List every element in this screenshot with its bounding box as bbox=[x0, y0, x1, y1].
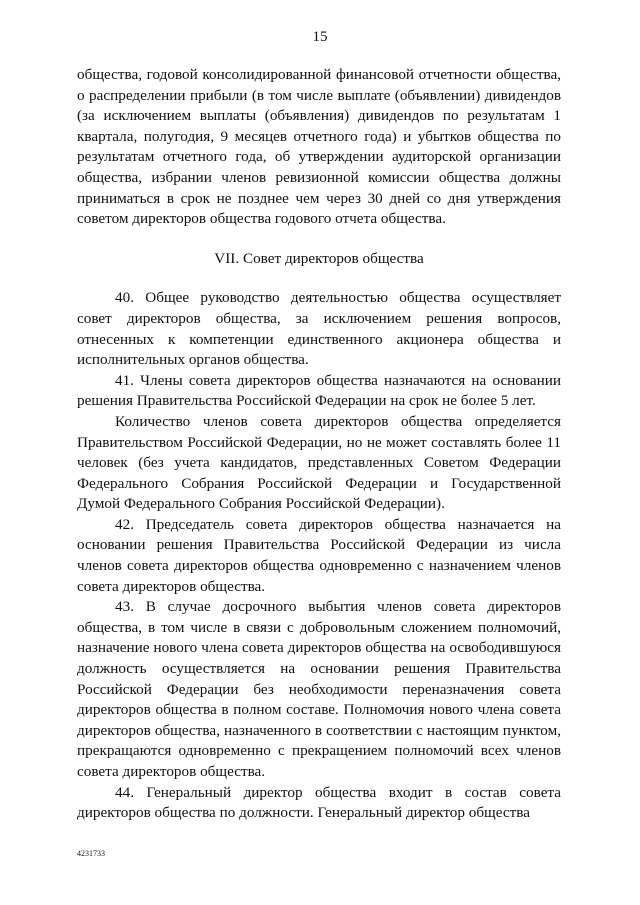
page-number: 15 bbox=[312, 29, 328, 45]
document-body bbox=[77, 65, 561, 824]
paragraph-40: 40. Общее руководство деятельностью общества осуществляет совет директоров общества, за исключением решения вопросов, отнесенных к компетенции единственного акционера общества и исполнительных органов общества. bbox=[77, 289, 561, 369]
paragraph-42: 42. Председатель совета директоров общества назначается на основании решения Правительства Российской Федерации из числа членов совета директоров общества одновременно с назначением членов совета директоров общества. bbox=[77, 515, 561, 595]
document-code: 4231733 bbox=[77, 849, 105, 858]
paragraph-intro: общества, годовой консолидированной финансовой отчетности общества, о распределении прибыли (в том числе выплате (объявлении) дивидендов (за исключением выплаты (объявления) дивидендов по результатам 1 квартала, полугодия, 9 месяцев отчетного года) и убытков общества по результатам отчетного года, об утверждении аудиторской организации общества, избрании членов ревизионной комиссии общества должны приниматься в срок не позднее чем через 30 дней со дня утверждения советом директоров общества годового отчета общества. bbox=[77, 66, 561, 228]
paragraph-43: 43. В случае досрочного выбытия членов совета директоров общества, в том числе в связи с добровольным сложением полномочий, назначение нового члена совета директоров общества на освободившуюся должность осуществляется на основании решения Правительства Российской Федерации без необходимости переназначения совета директоров общества в полном составе. Полномочия нового члена совета директоров общества, назначенного в соответствии с настоящим пунктом, прекращаются одновременно с прекращением полномочий всех членов совета директоров общества. bbox=[77, 598, 561, 780]
section-heading: VII. Совет директоров общества bbox=[214, 249, 424, 267]
paragraph-44: 44. Генеральный директор общества входит в состав совета директоров общества по должности. Генеральный директор общества bbox=[77, 783, 561, 822]
paragraph-41: 41. Члены совета директоров общества назначаются на основании решения Правительства Российской Федерации на срок не более 5 лет. bbox=[77, 371, 561, 410]
paragraph-41-count: Количество членов совета директоров общества определяется Правительством Российской Федерации, но не может составлять более 11 человек (без учета кандидатов, представленных Советом Федерации Федерального Собрания Российской Федерации и Государственной Думой Федерального Собрания Российской Федерации). bbox=[77, 412, 561, 513]
